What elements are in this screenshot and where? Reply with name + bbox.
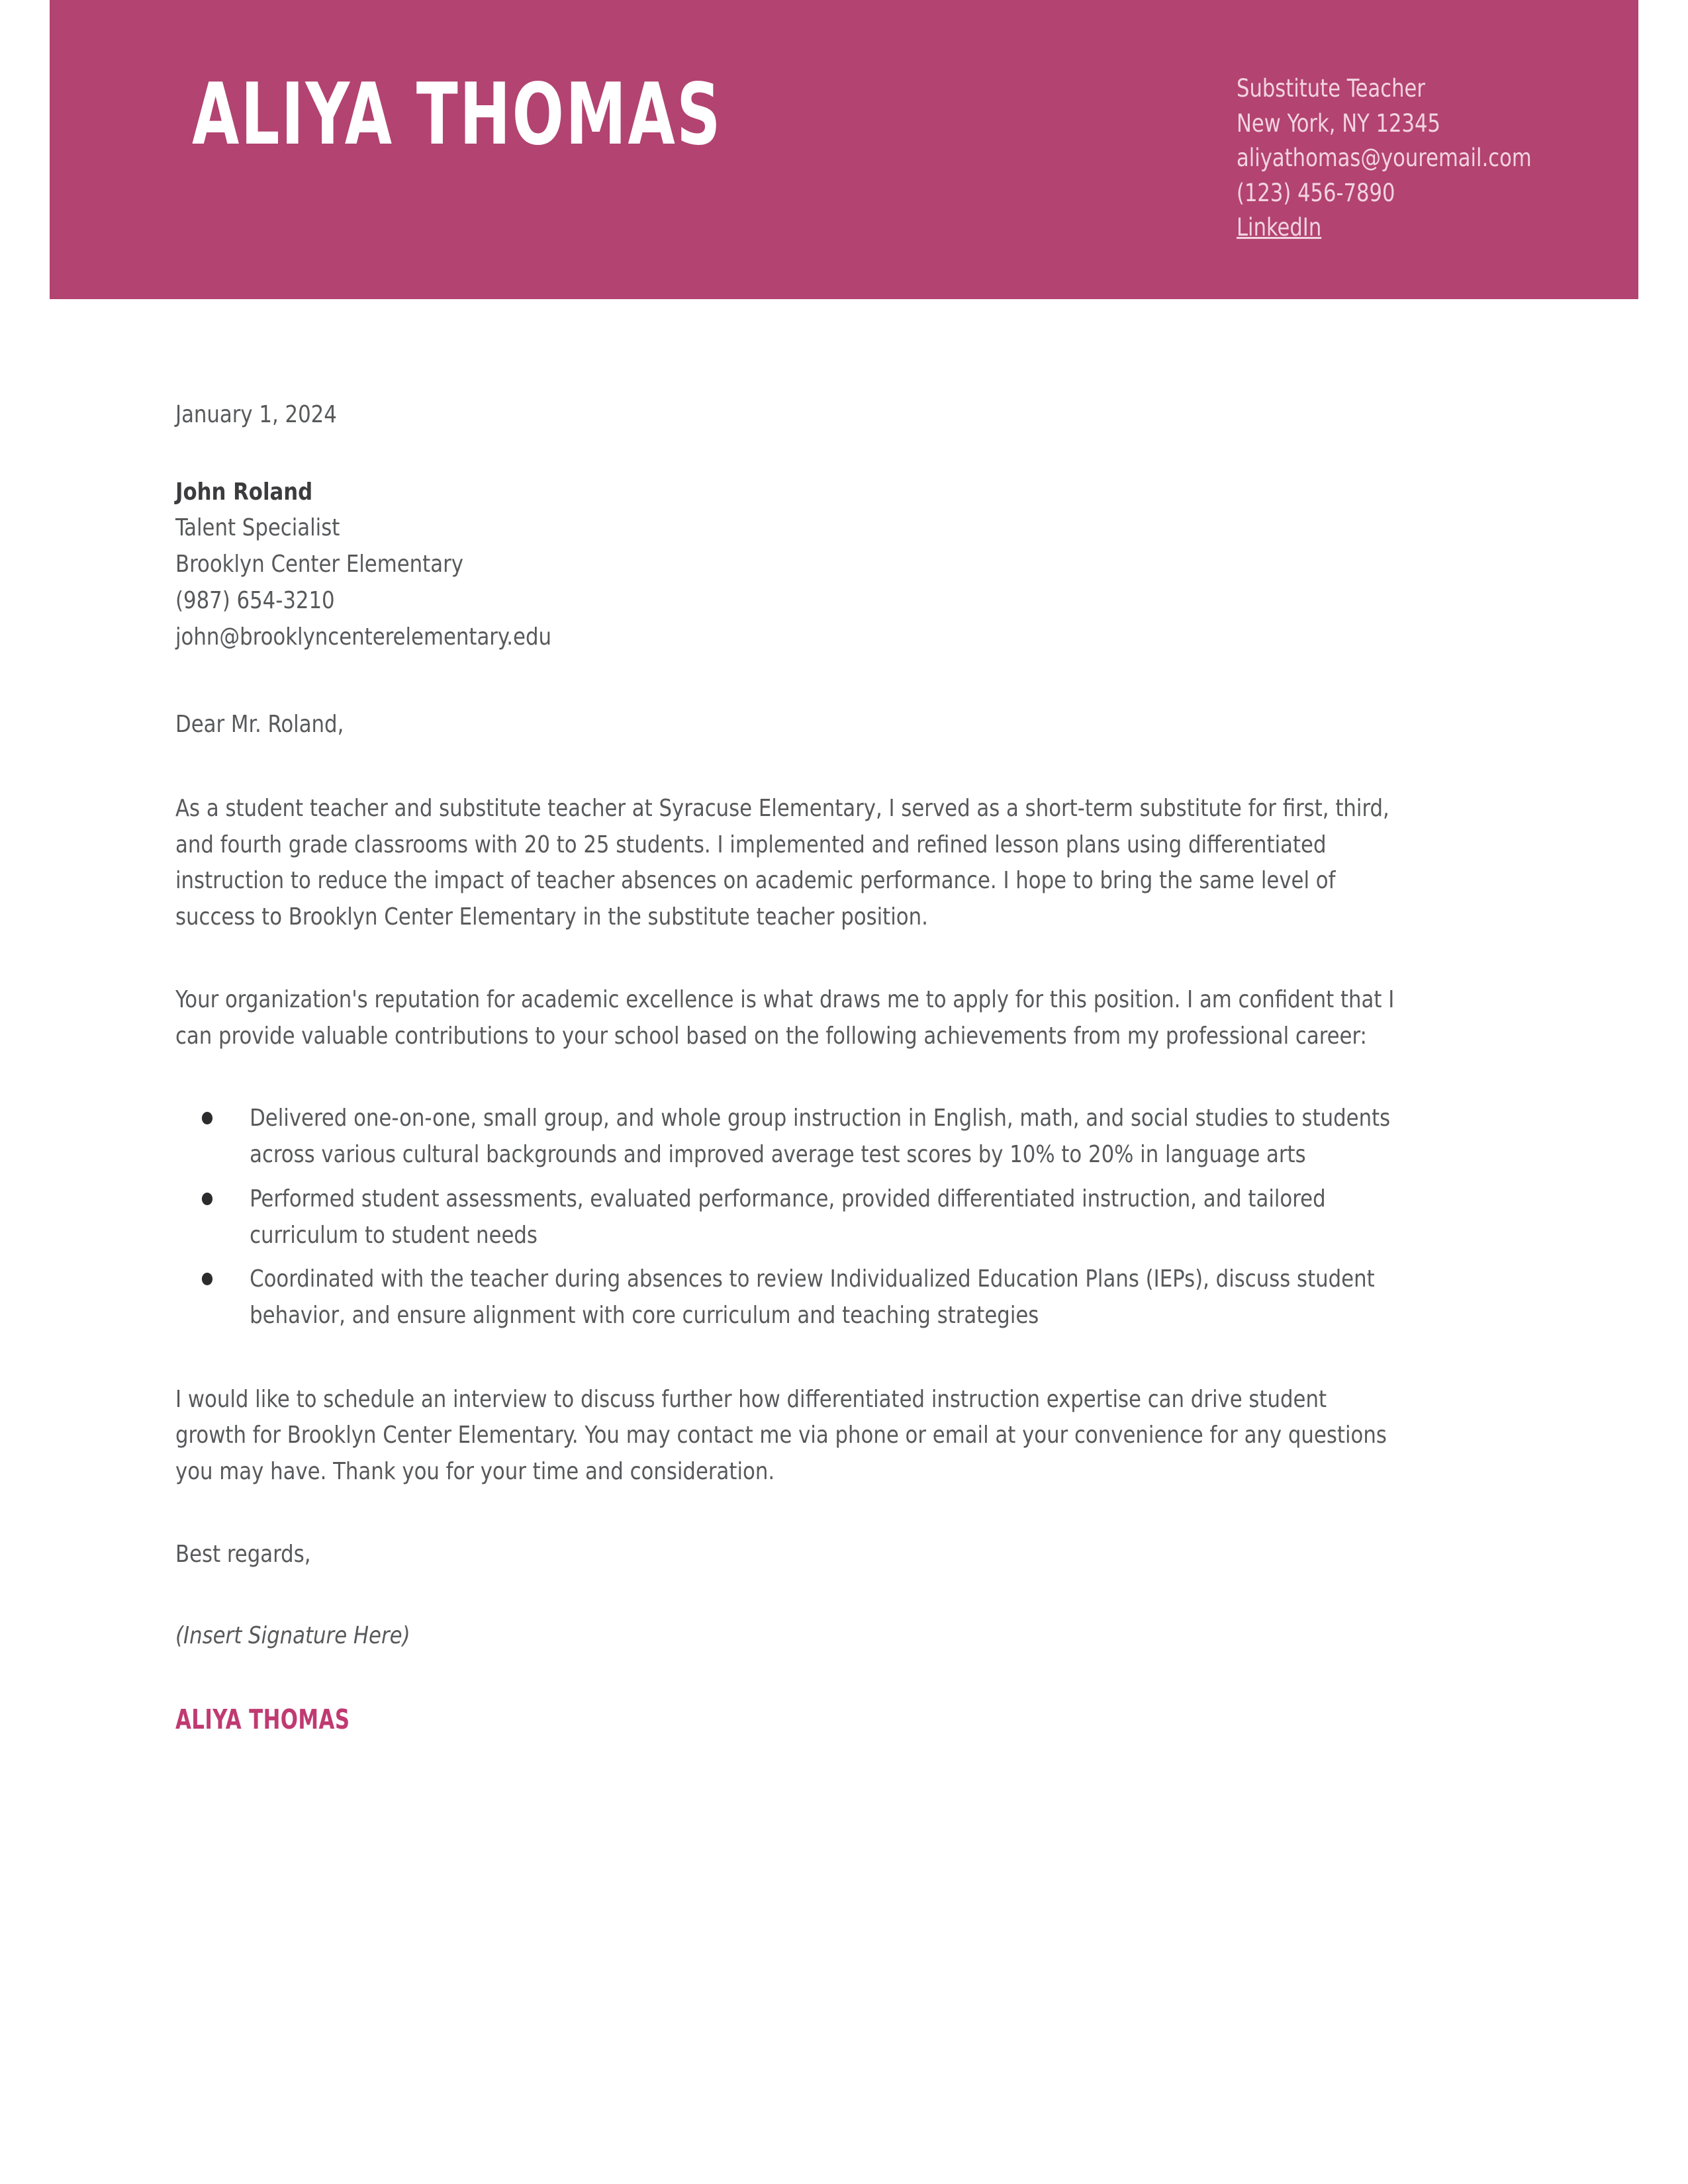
- list-item: [175, 1181, 1402, 1253]
- header-band: [50, 0, 1638, 299]
- recipient-phone: (987) 654-3210: [175, 586, 335, 614]
- list-item: [175, 1261, 1402, 1334]
- achievements-list: [175, 1101, 1402, 1334]
- recipient-block: [175, 475, 1402, 656]
- bullet-dot-icon: [202, 1112, 212, 1124]
- bullet-dot-icon: [202, 1193, 212, 1205]
- recipient-name: John Roland: [175, 478, 313, 506]
- body-paragraph-3: I would like to schedule an interview to discuss further how differentiated instruction expertise can drive student growth for Brooklyn Center Elementary. You may contact me via phone or email at your convenience for any questions you may have. Thank you for your time and consideration.: [175, 1385, 1387, 1486]
- letter-body: [175, 397, 1402, 1741]
- signature-name: ALIYA THOMAS: [175, 1704, 350, 1736]
- letter-date: January 1, 2024: [175, 401, 337, 428]
- signature-name-wrap: [175, 1699, 1402, 1740]
- contact-linkedin-line: [1237, 210, 1532, 246]
- body-paragraph-2: Your organization's reputation for academic excellence is what draws me to apply for this position. I am confident that I can provide valuable contributions to your school based on the following achievements from my professional career:: [175, 985, 1395, 1050]
- list-item: [175, 1101, 1402, 1173]
- page-title: ALIYA THOMAS: [192, 66, 722, 164]
- recipient-organization: Brooklyn Center Elementary: [175, 551, 463, 578]
- recipient-email: john@brooklyncenterelementary.edu: [175, 623, 552, 651]
- salutation: Dear Mr. Roland,: [175, 711, 344, 739]
- bullet-dot-icon: [202, 1273, 212, 1285]
- recipient-title: Talent Specialist: [175, 514, 340, 542]
- list-item-text: Delivered one-on-one, small group, and whole group instruction in English, math, and social studies to students across various cultural backgrounds and improved average test scores by 10% to 20% in language arts: [250, 1105, 1391, 1169]
- linkedin-link[interactable]: LinkedIn: [1237, 213, 1322, 242]
- list-item-text: Performed student assessments, evaluated performance, provided differentiated instruction, and tailored curriculum to student needs: [250, 1185, 1326, 1249]
- contact-email[interactable]: aliyathomas@youremail.com: [1237, 144, 1532, 173]
- contact-location: New York, NY 12345: [1237, 109, 1440, 138]
- list-item-text: Coordinated with the teacher during absences to review Individualized Education Plans (IEPs), discuss student behavior, and ensure alignment with core curriculum and teaching strategies: [250, 1265, 1375, 1329]
- contact-job-title: Substitute Teacher: [1237, 74, 1425, 103]
- closing-line: Best regards,: [175, 1540, 311, 1568]
- contact-phone: (123) 456-7890: [1237, 178, 1395, 207]
- signature-placeholder: (Insert Signature Here): [175, 1621, 410, 1649]
- header-contact-block: [1237, 71, 1532, 246]
- body-paragraph-1: As a student teacher and substitute teacher at Syracuse Elementary, I served as a short-term substitute for first, third, and fourth grade classrooms with 20 to 25 students. I implemented and refined lesson plans using differentiated instruction to reduce the impact of teacher absences on academic performance. I hope to bring the same level of success to Brooklyn Center Elementary in the substitute teacher position.: [175, 795, 1389, 931]
